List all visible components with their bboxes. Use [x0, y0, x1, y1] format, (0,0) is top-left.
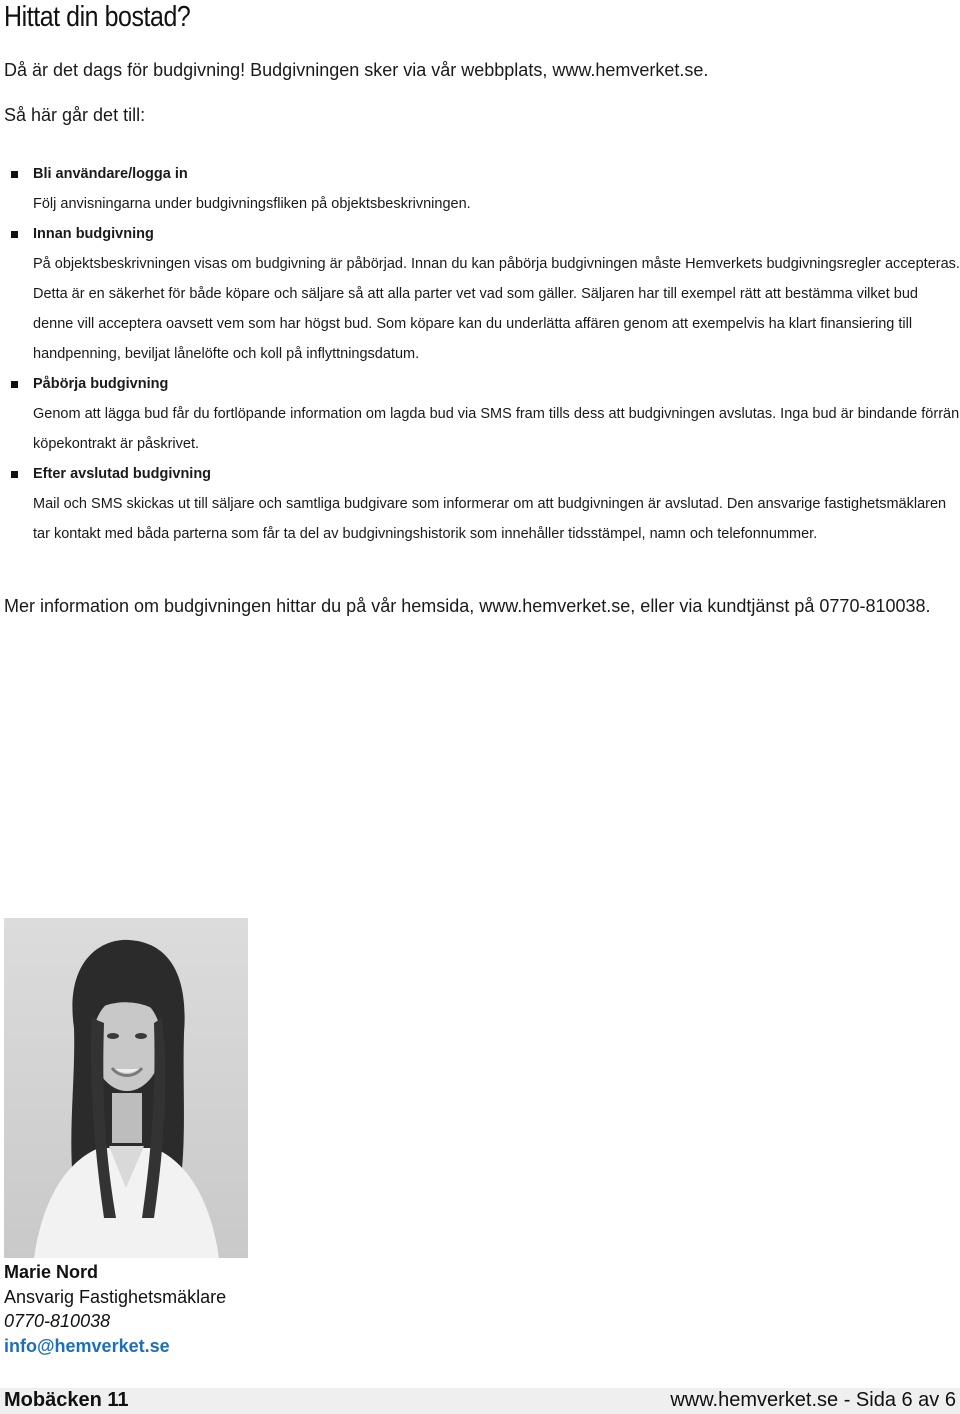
page-title: Hittat din bostad?: [4, 1, 191, 33]
square-bullet-icon: [11, 381, 18, 388]
agent-role: Ansvarig Fastighetsmäklare: [4, 1287, 227, 1307]
page-footer: [0, 1388, 960, 1414]
step-text: Följ anvisningarna under budgivningsfliken på objektsbeskrivningen.: [33, 196, 471, 212]
how-to-heading: Så här går det till:: [4, 105, 146, 125]
agent-email-link[interactable]: info@hemverket.se: [4, 1336, 170, 1356]
intro-text: Då är det dags för budgivning! Budgivningen sker via vår webbplats, www.hemverket.se.: [4, 60, 709, 80]
step-heading: Påbörja budgivning: [33, 376, 169, 392]
square-bullet-icon: [11, 171, 18, 178]
step-text: På objektsbeskrivningen visas om budgivning är påbörjad. Innan du kan påbörja budgivningen måste Hemverkets budgivningsregler accepteras. Detta är en säkerhet för både köpare och säljare så att alla parter vet vad som gäller. Säljaren har till exempel rätt att bestämma vilket bud denne vill acceptera oavsett vem som har högst bud. Som köpare kan du underlätta affären genom att exempelvis ha klart finansiering till handpenning, beviljat lånelöfte och koll på inflyttningsdatum.: [33, 256, 960, 362]
footer-address: Mobäcken 11: [4, 1389, 129, 1411]
square-bullet-icon: [11, 471, 18, 478]
footer-page-info: www.hemverket.se - Sida 6 av 6: [670, 1389, 956, 1411]
step-heading: Efter avslutad budgivning: [33, 466, 212, 482]
agent-name: Marie Nord: [4, 1262, 99, 1282]
step-text: Genom att lägga bud får du fortlöpande information om lagda bud via SMS fram tills dess att budgivningen avslutas. Inga bud är bindande förrän köpekontrakt är påskrivet.: [33, 406, 960, 452]
agent-photo: [4, 918, 248, 1258]
step-text: Mail och SMS skickas ut till säljare och samtliga budgivare som informerar om att budgivningen är avslutad. Den ansvarige fastighetsmäklaren tar kontakt med båda parterna som får ta del av budgivningshistorik som innehåller tidsstämpel, namn och telefonnummer.: [33, 496, 947, 542]
step-heading: Bli användare/logga in: [33, 166, 188, 182]
portrait-image: [4, 918, 248, 1258]
more-info-text: Mer information om budgivningen hittar du på vår hemsida, www.hemverket.se, eller via kundtjänst på 0770-810038.: [4, 596, 931, 616]
step-heading: Innan budgivning: [33, 226, 154, 242]
agent-phone: 0770-810038: [4, 1311, 111, 1331]
square-bullet-icon: [11, 231, 18, 238]
